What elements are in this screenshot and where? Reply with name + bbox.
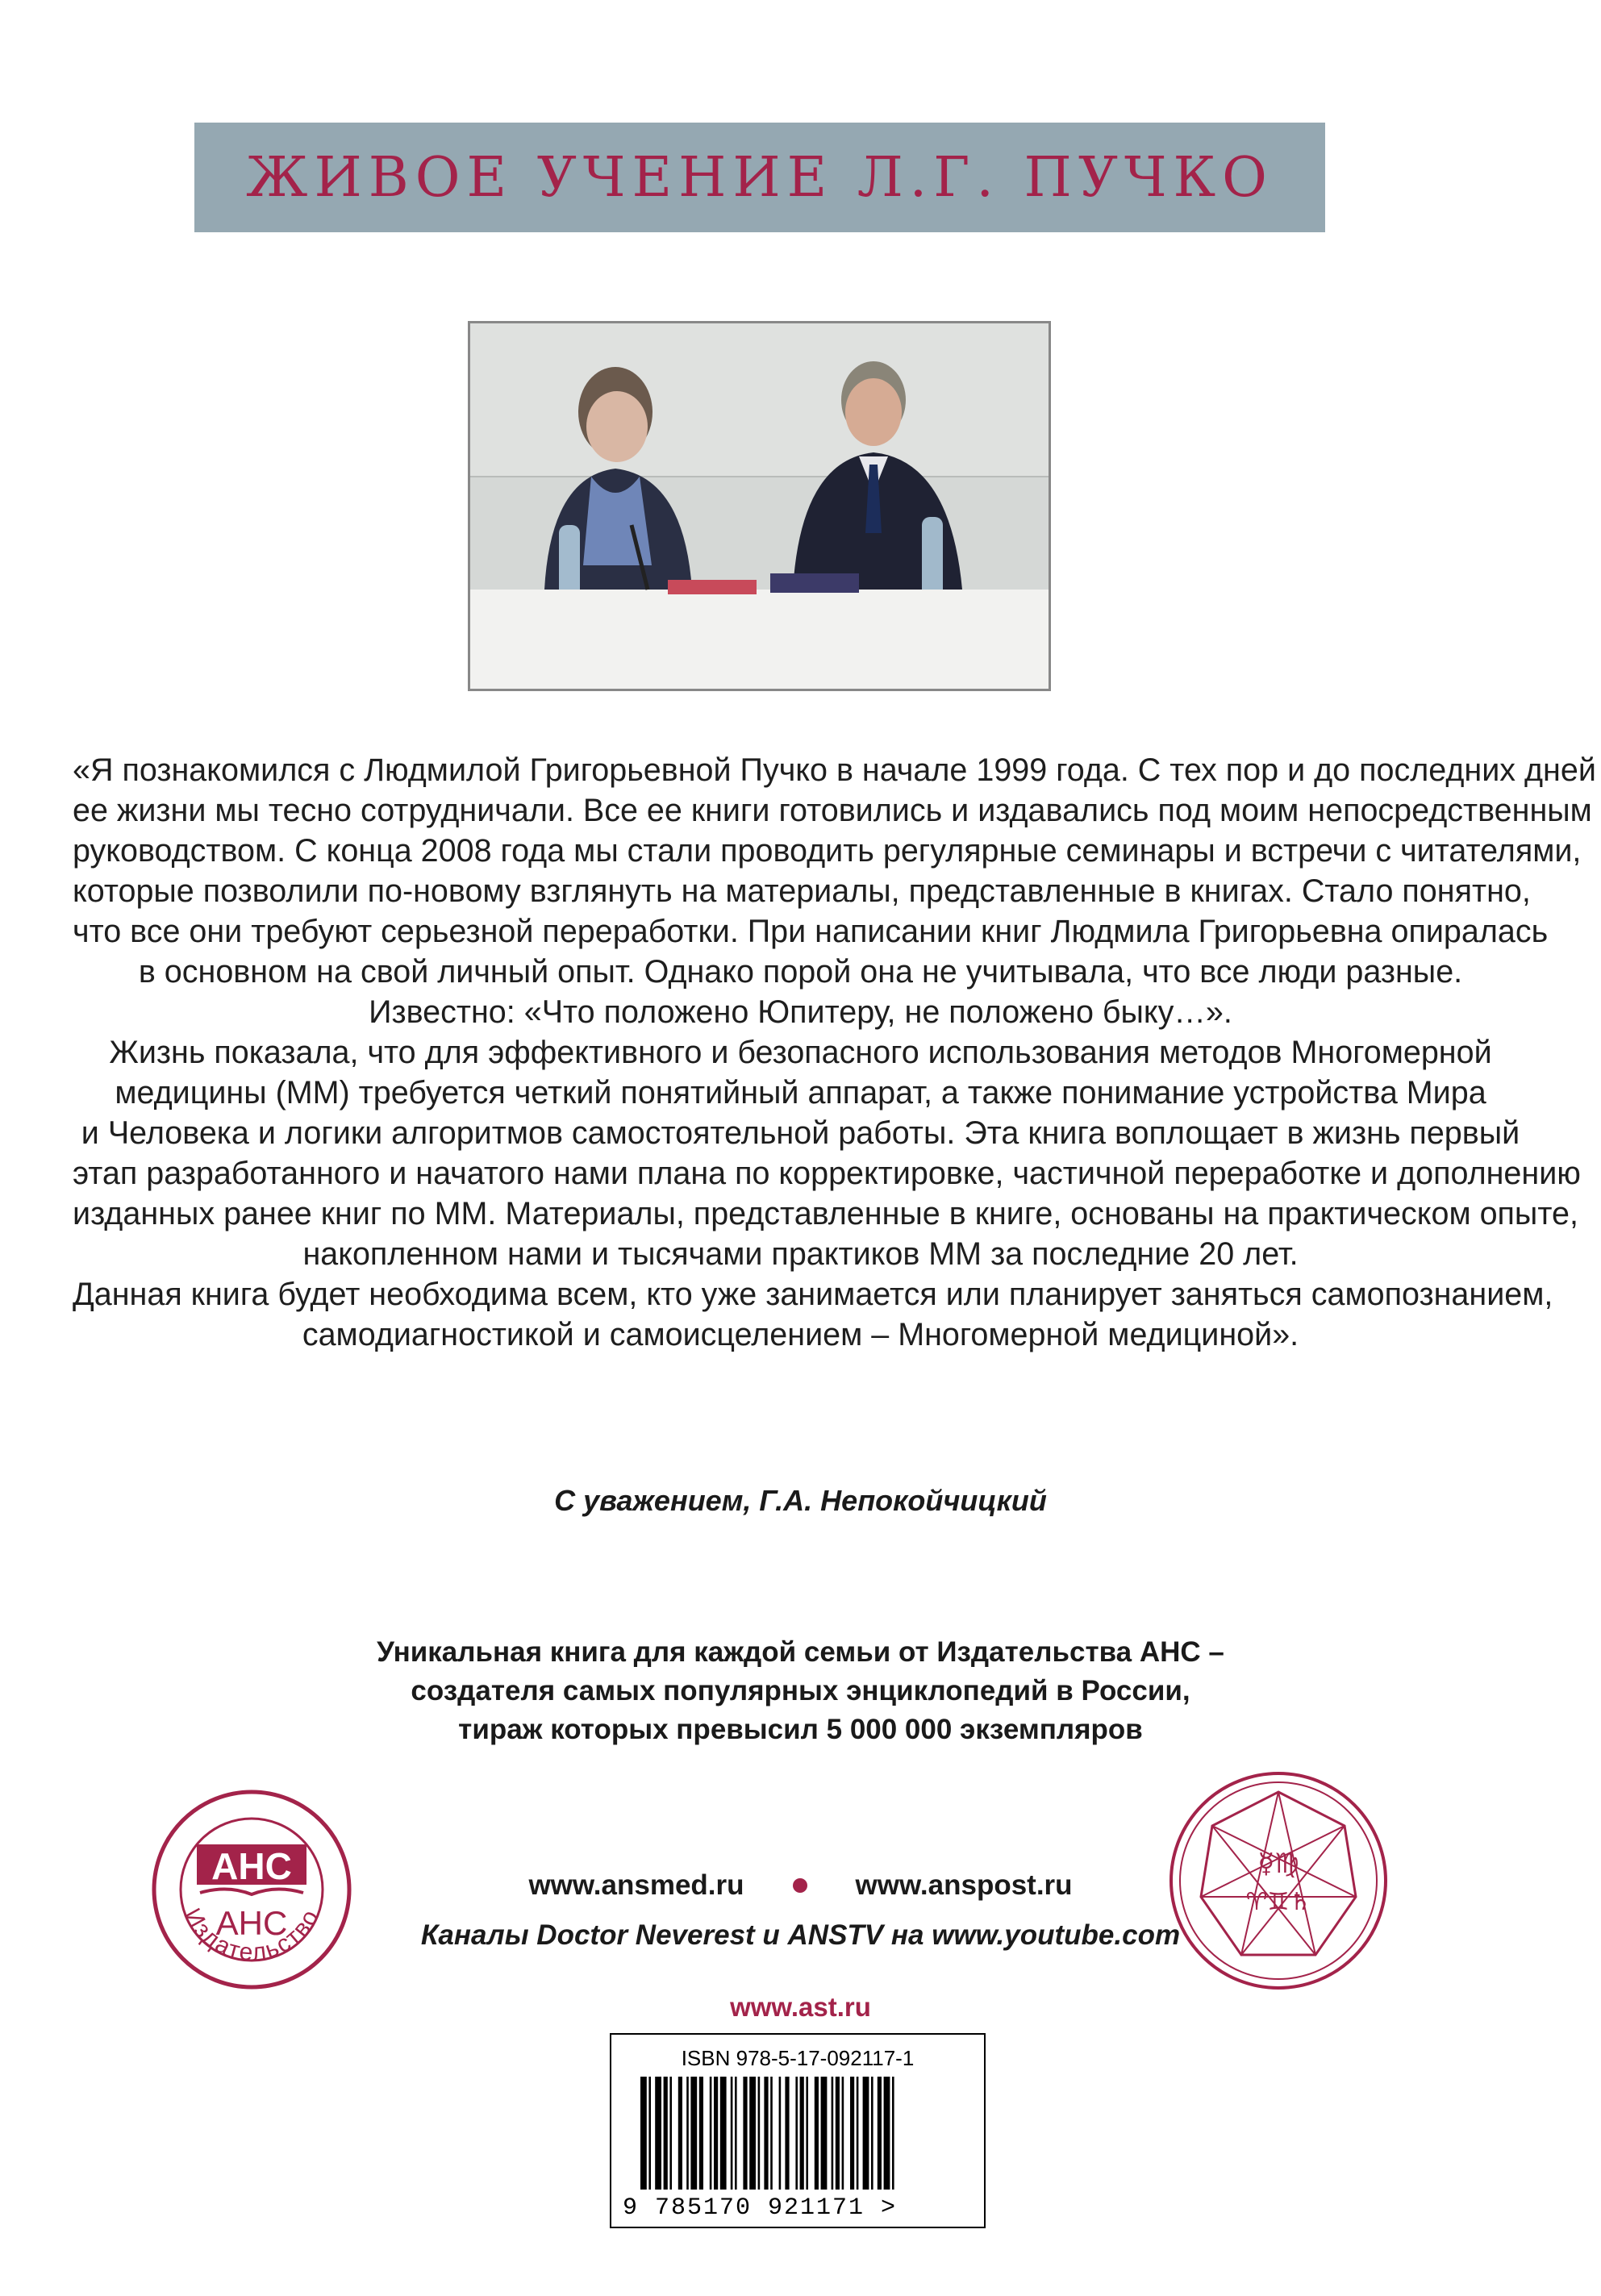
barcode-bar — [871, 2077, 873, 2190]
promo-block — [0, 1633, 1601, 1749]
logo-ring-text: Издательство — [178, 1903, 325, 1966]
barcode-bar — [669, 2077, 672, 2190]
quote-line: в основном на свой личный опыт. Однако порой она не учитывала, что все люди разные. — [138, 954, 1463, 990]
barcode-bar — [648, 2077, 651, 2190]
isbn-text: ISBN 978-5-17-092117-1 — [681, 2046, 915, 2070]
barcode-bar — [850, 2077, 854, 2190]
barcode-bar — [655, 2077, 661, 2190]
isbn-barcode — [610, 2033, 986, 2228]
barcode-bar — [863, 2077, 869, 2190]
barcode-bar — [690, 2077, 697, 2190]
barcode-bar — [884, 2077, 890, 2190]
signature: С уважением, Г.А. Непокойчицкий — [554, 1484, 1047, 1517]
website-links — [0, 1869, 1601, 1902]
barcode-bar — [743, 2077, 747, 2190]
barcode-bar — [806, 2077, 808, 2190]
bullet-dot-icon — [793, 1878, 807, 1893]
promo-line: тираж которых превысил 5 000 000 экземпляров — [458, 1714, 1143, 1745]
youtube-channels: Каналы Doctor Neverest и ANSTV на www.youtube.com — [420, 1919, 1181, 1951]
barcode-bar — [857, 2077, 859, 2190]
barcode-bar — [710, 2077, 712, 2190]
barcode-bar — [836, 2077, 840, 2190]
ast-link[interactable]: www.ast.ru — [730, 1992, 871, 2022]
svg-text:♈♊♄: ♈♊♄ — [1245, 1888, 1311, 1916]
quote-line: накопленном нами и тысячами практиков ММ за последние 20 лет. — [302, 1236, 1299, 1272]
promo-line: создателя самых популярных энциклопедий в России, — [411, 1675, 1190, 1706]
barcode-bar — [735, 2077, 737, 2190]
barcode-bar — [699, 2077, 703, 2190]
quote-line: «Я познакомился с Людмилой Григорьевной Пучко в начале 1999 года. С тех пор и до последних дней — [73, 752, 1596, 788]
barcode-bar — [758, 2077, 761, 2190]
barcode-bar — [764, 2077, 768, 2190]
barcode-bar — [832, 2077, 834, 2190]
promo-line: Уникальная книга для каждой семьи от Издательства АНС – — [377, 1636, 1224, 1668]
barcode-bars — [611, 2077, 984, 2190]
barcode-bar — [720, 2077, 727, 2190]
barcode-bar — [815, 2077, 819, 2190]
quote-line: что все они требуют серьезной переработки. При написании книг Людмила Григорьевна опиралась — [73, 914, 1549, 949]
title-banner — [194, 123, 1325, 232]
barcode-digits: 9 785170 921171 > — [623, 2194, 898, 2222]
quote-line: ее жизни мы тесно сотрудничали. Все ее книги готовились и издавались под моим непосредственным — [73, 793, 1592, 828]
barcode-bar — [800, 2077, 804, 2190]
barcode-bar — [795, 2077, 798, 2190]
barcode-bar — [878, 2077, 882, 2190]
barcode-bar — [686, 2077, 689, 2190]
barcode-bar — [842, 2077, 844, 2190]
quote-line: которые позволили по-новому взглянуть на материалы, представленные в книгах. Стало понятно, — [73, 873, 1531, 909]
quote-line: Данная книга будет необходима всем, кто уже занимается или планирует заняться самопознанием, — [73, 1277, 1553, 1312]
quote-line: Известно: «Что положено Юпитеру, не положено быку…». — [369, 994, 1232, 1030]
anspost-link[interactable]: www.anspost.ru — [855, 1869, 1073, 1901]
barcode-bar — [892, 2077, 894, 2190]
logo-top-text: АНС — [211, 1845, 292, 1887]
barcode-bar — [678, 2077, 682, 2190]
quote-line: этап разработанного и начатого нами плана по корректировке, частичной переработке и дополнению — [73, 1156, 1581, 1191]
quote-line: медицины (ММ) требуется четкий понятийный аппарат, а также понимание устройства Мира — [115, 1075, 1486, 1110]
ansmed-link[interactable]: www.ansmed.ru — [528, 1869, 744, 1901]
barcode-bar — [785, 2077, 789, 2190]
logo-center-text: АНС — [215, 1904, 288, 1942]
barcode-bar — [731, 2077, 733, 2190]
quote-line: самодиагностикой и самоисцелением – Многомерной медициной». — [302, 1317, 1299, 1352]
barcode-bar — [779, 2077, 782, 2190]
svg-text:☿♍: ☿♍ — [1257, 1848, 1299, 1880]
quote-line: руководством. С конца 2008 года мы стали проводить регулярные семинары и встречи с читателями, — [73, 833, 1582, 869]
barcode-bar — [714, 2077, 718, 2190]
barcode-bar — [664, 2077, 668, 2190]
barcode-bar — [749, 2077, 756, 2190]
quote-line: Жизнь показала, что для эффективного и безопасного использования методов Многомерной — [109, 1035, 1492, 1070]
barcode-bar — [640, 2077, 647, 2190]
barcode-bar — [770, 2077, 773, 2190]
quote-line: и Человека и логики алгоритмов самостоятельной работы. Эта книга воплощает в жизнь первый — [81, 1115, 1520, 1151]
banner-title: ЖИВОЕ УЧЕНИЕ Л.Г. ПУЧКО — [246, 145, 1274, 210]
quote-block — [73, 750, 1596, 1355]
author-photo — [468, 321, 1051, 691]
quote-line: изданных ранее книг по ММ. Материалы, представленные в книге, основаны на практическом опыте, — [73, 1196, 1578, 1231]
barcode-bar — [821, 2077, 828, 2190]
